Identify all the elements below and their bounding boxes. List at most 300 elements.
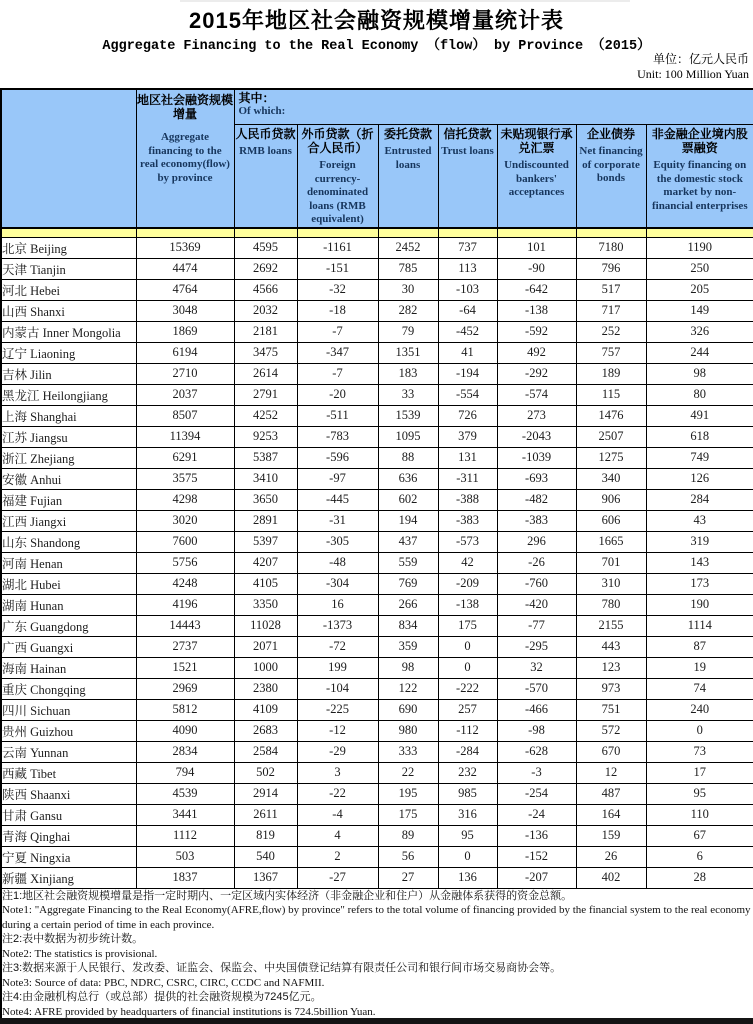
value-cell: 74 <box>646 678 753 699</box>
column-header-foreign-currency-loans <box>297 125 378 228</box>
value-cell: 785 <box>378 258 438 279</box>
value-cell: -18 <box>297 300 378 321</box>
value-cell: -1039 <box>497 447 576 468</box>
value-cell: 244 <box>646 342 753 363</box>
value-cell: 4207 <box>234 552 297 573</box>
province-cell: 安徽 Anhui <box>1 468 136 489</box>
value-cell: 183 <box>378 363 438 384</box>
value-cell: 1837 <box>136 867 234 888</box>
province-cell: 青海 Qinghai <box>1 825 136 846</box>
value-cell: 3020 <box>136 510 234 531</box>
value-cell: 159 <box>576 825 646 846</box>
value-cell: 3 <box>297 762 378 783</box>
table-row <box>1 867 753 888</box>
column-header-aggregate-en: Aggregate financing to the real economy(flow) by province <box>140 131 230 184</box>
value-cell: 7180 <box>576 237 646 258</box>
value-cell: -209 <box>438 573 497 594</box>
table-row <box>1 720 753 741</box>
value-cell: 491 <box>646 405 753 426</box>
value-cell: 56 <box>378 846 438 867</box>
province-cell: 北京 Beijing <box>1 237 136 258</box>
header-row-top <box>1 89 753 125</box>
value-cell: 326 <box>646 321 753 342</box>
province-cell: 湖南 Hunan <box>1 594 136 615</box>
value-cell: 780 <box>576 594 646 615</box>
province-cell: 山东 Shandong <box>1 531 136 552</box>
province-cell: 贵州 Guizhou <box>1 720 136 741</box>
value-cell: -596 <box>297 447 378 468</box>
unit-block <box>637 52 749 82</box>
value-cell: 4298 <box>136 489 234 510</box>
value-cell: 1367 <box>234 867 297 888</box>
value-cell: 266 <box>378 594 438 615</box>
table-row <box>1 405 753 426</box>
page-title: 2015年地区社会融资规模增量统计表 <box>189 8 564 33</box>
value-cell: 3410 <box>234 468 297 489</box>
value-cell: 0 <box>438 657 497 678</box>
table-row <box>1 384 753 405</box>
screen-edge-artifact <box>180 0 630 2</box>
value-cell: 3048 <box>136 300 234 321</box>
corporate-bonds-en: Net financing of corporate bonds <box>579 145 643 184</box>
value-cell: 4090 <box>136 720 234 741</box>
table-row <box>1 552 753 573</box>
table-row <box>1 237 753 258</box>
value-cell: 113 <box>438 258 497 279</box>
value-cell: 199 <box>297 657 378 678</box>
value-cell: 27 <box>378 867 438 888</box>
foreign-currency-loans-en: Foreign currency-denominated loans (RMB equivalent) <box>306 159 369 225</box>
table-row <box>1 363 753 384</box>
note-line: Note2: The statistics is provisional. <box>2 947 158 960</box>
table-row <box>1 573 753 594</box>
value-cell: 1190 <box>646 237 753 258</box>
value-cell: 985 <box>438 783 497 804</box>
value-cell: 252 <box>576 321 646 342</box>
value-cell: 379 <box>438 426 497 447</box>
value-cell: 5387 <box>234 447 297 468</box>
note-line: 注2:表中数据为初步统计数。 <box>2 933 144 945</box>
value-cell: -138 <box>497 300 576 321</box>
value-cell: 5756 <box>136 552 234 573</box>
value-cell: 737 <box>438 237 497 258</box>
value-cell: 503 <box>136 846 234 867</box>
province-cell: 山西 Shanxi <box>1 300 136 321</box>
value-cell: 79 <box>378 321 438 342</box>
value-cell: 4248 <box>136 573 234 594</box>
value-cell: 1476 <box>576 405 646 426</box>
table-row <box>1 258 753 279</box>
value-cell: 572 <box>576 720 646 741</box>
value-cell: -32 <box>297 279 378 300</box>
value-cell: 273 <box>497 405 576 426</box>
value-cell: 4196 <box>136 594 234 615</box>
value-cell: 487 <box>576 783 646 804</box>
value-cell: 319 <box>646 531 753 552</box>
table-row <box>1 699 753 720</box>
value-cell: 282 <box>378 300 438 321</box>
value-cell: -7 <box>297 321 378 342</box>
value-cell: 906 <box>576 489 646 510</box>
value-cell: 4474 <box>136 258 234 279</box>
value-cell: -570 <box>497 678 576 699</box>
value-cell: 205 <box>646 279 753 300</box>
value-cell: 602 <box>378 489 438 510</box>
value-cell: -151 <box>297 258 378 279</box>
column-header-corporate-bonds <box>576 125 646 228</box>
value-cell: 11028 <box>234 615 297 636</box>
value-cell: -420 <box>497 594 576 615</box>
value-cell: 42 <box>438 552 497 573</box>
value-cell: 819 <box>234 825 297 846</box>
value-cell: -628 <box>497 741 576 762</box>
province-cell: 江苏 Jiangsu <box>1 426 136 447</box>
rmb-loans-en: RMB loans <box>239 145 292 157</box>
value-cell: 4764 <box>136 279 234 300</box>
value-cell: -311 <box>438 468 497 489</box>
value-cell: 1114 <box>646 615 753 636</box>
value-cell: -347 <box>297 342 378 363</box>
value-cell: 0 <box>438 636 497 657</box>
province-cell: 甘肃 Gansu <box>1 804 136 825</box>
value-cell: 3650 <box>234 489 297 510</box>
column-header-undiscounted-acceptances <box>497 125 576 228</box>
value-cell: -26 <box>497 552 576 573</box>
value-cell: -452 <box>438 321 497 342</box>
province-cell: 吉林 Jilin <box>1 363 136 384</box>
value-cell: 101 <box>497 237 576 258</box>
value-cell: 310 <box>576 573 646 594</box>
province-cell: 西藏 Tibet <box>1 762 136 783</box>
value-cell: 717 <box>576 300 646 321</box>
value-cell: -225 <box>297 699 378 720</box>
undiscounted-acceptances-cn: 未贴现银行承兑汇票 <box>500 127 573 155</box>
value-cell: -1161 <box>297 237 378 258</box>
value-cell: -64 <box>438 300 497 321</box>
value-cell: 834 <box>378 615 438 636</box>
value-cell: 95 <box>438 825 497 846</box>
value-cell: 2710 <box>136 363 234 384</box>
value-cell: -48 <box>297 552 378 573</box>
value-cell: 2037 <box>136 384 234 405</box>
value-cell: 1000 <box>234 657 297 678</box>
province-cell: 陕西 Shaanxi <box>1 783 136 804</box>
value-cell: 4566 <box>234 279 297 300</box>
table-row <box>1 426 753 447</box>
value-cell: 131 <box>438 447 497 468</box>
value-cell: 32 <box>497 657 576 678</box>
value-cell: 143 <box>646 552 753 573</box>
value-cell: 2891 <box>234 510 297 531</box>
value-cell: -27 <box>297 867 378 888</box>
column-header-aggregate <box>136 89 234 228</box>
value-cell: -90 <box>497 258 576 279</box>
title-block <box>0 0 753 57</box>
value-cell: 1665 <box>576 531 646 552</box>
province-cell: 浙江 Zhejiang <box>1 447 136 468</box>
value-cell: 173 <box>646 573 753 594</box>
value-cell: 5812 <box>136 699 234 720</box>
value-cell: 517 <box>576 279 646 300</box>
value-cell: 690 <box>378 699 438 720</box>
province-cell: 福建 Fujian <box>1 489 136 510</box>
value-cell: 316 <box>438 804 497 825</box>
value-cell: 340 <box>576 468 646 489</box>
note-line: Note4: AFRE provided by headquarters of financial institutions is 724.5billion Yuan. <box>2 1005 376 1018</box>
value-cell: 3350 <box>234 594 297 615</box>
value-cell: 240 <box>646 699 753 720</box>
value-cell: 636 <box>378 468 438 489</box>
table-row <box>1 678 753 699</box>
table-row <box>1 594 753 615</box>
value-cell: 749 <box>646 447 753 468</box>
value-cell: 606 <box>576 510 646 531</box>
rmb-loans-cn: 人民币贷款 <box>235 127 296 141</box>
value-cell: 190 <box>646 594 753 615</box>
value-cell: 80 <box>646 384 753 405</box>
value-cell: -511 <box>297 405 378 426</box>
value-cell: 6 <box>646 846 753 867</box>
table-row <box>1 489 753 510</box>
value-cell: -254 <box>497 783 576 804</box>
value-cell: -138 <box>438 594 497 615</box>
of-which-band <box>234 89 753 125</box>
value-cell: -3 <box>497 762 576 783</box>
value-cell: 189 <box>576 363 646 384</box>
note-line: Note3: Source of data: PBC, NDRC, CSRC, CIRC, CCDC and NAFMII. <box>2 976 325 989</box>
note-line: 注4:由金融机构总行（或总部）提供的社会融资规模为7245亿元。 <box>2 991 322 1003</box>
value-cell: 41 <box>438 342 497 363</box>
value-cell: 2032 <box>234 300 297 321</box>
value-cell: 2969 <box>136 678 234 699</box>
province-cell: 内蒙古 Inner Mongolia <box>1 321 136 342</box>
value-cell: 95 <box>646 783 753 804</box>
value-cell: 502 <box>234 762 297 783</box>
value-cell: 751 <box>576 699 646 720</box>
value-cell: 2452 <box>378 237 438 258</box>
value-cell: -295 <box>497 636 576 657</box>
value-cell: -104 <box>297 678 378 699</box>
value-cell: 2914 <box>234 783 297 804</box>
province-cell: 黑龙江 Heilongjiang <box>1 384 136 405</box>
value-cell: 149 <box>646 300 753 321</box>
equity-financing-cn: 非金融企业境内股票融资 <box>651 127 748 155</box>
table-body <box>1 228 753 1021</box>
column-header-aggregate-cn: 地区社会融资规模增量 <box>136 93 233 121</box>
value-cell: 3575 <box>136 468 234 489</box>
value-cell: 232 <box>438 762 497 783</box>
value-cell: -77 <box>497 615 576 636</box>
table-row <box>1 510 753 531</box>
value-cell: 1112 <box>136 825 234 846</box>
value-cell: -642 <box>497 279 576 300</box>
value-cell: 2584 <box>234 741 297 762</box>
yellow-spacer-row <box>1 228 753 238</box>
value-cell: -194 <box>438 363 497 384</box>
table-row <box>1 825 753 846</box>
value-cell: 8507 <box>136 405 234 426</box>
value-cell: 4109 <box>234 699 297 720</box>
value-cell: -292 <box>497 363 576 384</box>
province-cell: 江西 Jiangxi <box>1 510 136 531</box>
value-cell: 492 <box>497 342 576 363</box>
value-cell: 15369 <box>136 237 234 258</box>
value-cell: 726 <box>438 405 497 426</box>
column-header-trust-loans <box>438 125 497 228</box>
value-cell: -760 <box>497 573 576 594</box>
column-header-equity-financing <box>646 125 753 228</box>
bottom-screen-bar <box>0 1018 753 1024</box>
value-cell: 284 <box>646 489 753 510</box>
undiscounted-acceptances-en: Undiscounted bankers' acceptances <box>504 159 569 198</box>
value-cell: -20 <box>297 384 378 405</box>
value-cell: 7600 <box>136 531 234 552</box>
value-cell: 0 <box>438 846 497 867</box>
note-line: Note1: "Aggregate Financing to the Real Economy(AFRE,flow) by province" refers to the total volume of financing provided by the financial system to the real economy during a certain period of time in each province. <box>2 904 751 931</box>
entrusted-loans-en: Entrusted loans <box>384 145 432 171</box>
value-cell: -29 <box>297 741 378 762</box>
value-cell: 1351 <box>378 342 438 363</box>
value-cell: -383 <box>497 510 576 531</box>
unit-label-cn: 单位：亿元人民币 <box>652 52 749 66</box>
value-cell: -383 <box>438 510 497 531</box>
value-cell: 87 <box>646 636 753 657</box>
value-cell: 4252 <box>234 405 297 426</box>
value-cell: -97 <box>297 468 378 489</box>
value-cell: 33 <box>378 384 438 405</box>
value-cell: 122 <box>378 678 438 699</box>
value-cell: 1095 <box>378 426 438 447</box>
notes-block <box>1 888 753 1020</box>
value-cell: -2043 <box>497 426 576 447</box>
value-cell: 14443 <box>136 615 234 636</box>
value-cell: 2614 <box>234 363 297 384</box>
value-cell: -284 <box>438 741 497 762</box>
value-cell: 1275 <box>576 447 646 468</box>
value-cell: 443 <box>576 636 646 657</box>
value-cell: 175 <box>438 615 497 636</box>
table-row <box>1 783 753 804</box>
value-cell: 123 <box>576 657 646 678</box>
table-row <box>1 279 753 300</box>
unit-label-en: Unit: 100 Million Yuan <box>637 67 749 81</box>
value-cell: 4 <box>297 825 378 846</box>
value-cell: 670 <box>576 741 646 762</box>
value-cell: 0 <box>646 720 753 741</box>
value-cell: -466 <box>497 699 576 720</box>
province-cell: 广西 Guangxi <box>1 636 136 657</box>
value-cell: -482 <box>497 489 576 510</box>
value-cell: 19 <box>646 657 753 678</box>
value-cell: 4595 <box>234 237 297 258</box>
value-cell: 296 <box>497 531 576 552</box>
value-cell: 257 <box>438 699 497 720</box>
value-cell: 3441 <box>136 804 234 825</box>
value-cell: -12 <box>297 720 378 741</box>
table-row <box>1 342 753 363</box>
corporate-bonds-cn: 企业债券 <box>586 127 635 141</box>
value-cell: -31 <box>297 510 378 531</box>
value-cell: 115 <box>576 384 646 405</box>
value-cell: 769 <box>378 573 438 594</box>
value-cell: -4 <box>297 804 378 825</box>
province-cell: 天津 Tianjin <box>1 258 136 279</box>
value-cell: -7 <box>297 363 378 384</box>
value-cell: -388 <box>438 489 497 510</box>
value-cell: 89 <box>378 825 438 846</box>
table-row <box>1 741 753 762</box>
value-cell: 250 <box>646 258 753 279</box>
value-cell: -1373 <box>297 615 378 636</box>
value-cell: 110 <box>646 804 753 825</box>
value-cell: 6194 <box>136 342 234 363</box>
value-cell: 43 <box>646 510 753 531</box>
trust-loans-en: Trust loans <box>441 145 494 157</box>
value-cell: 2791 <box>234 384 297 405</box>
value-cell: 973 <box>576 678 646 699</box>
value-cell: 437 <box>378 531 438 552</box>
value-cell: 980 <box>378 720 438 741</box>
value-cell: 618 <box>646 426 753 447</box>
value-cell: 1521 <box>136 657 234 678</box>
table-row <box>1 468 753 489</box>
value-cell: 701 <box>576 552 646 573</box>
value-cell: -304 <box>297 573 378 594</box>
value-cell: 11394 <box>136 426 234 447</box>
page-subtitle: Aggregate Financing to the Real Economy （flow） by Province （2015） <box>102 39 651 54</box>
value-cell: -207 <box>497 867 576 888</box>
value-cell: 175 <box>378 804 438 825</box>
value-cell: 16 <box>297 594 378 615</box>
column-header-rmb-loans <box>234 125 297 228</box>
value-cell: -445 <box>297 489 378 510</box>
value-cell: 2683 <box>234 720 297 741</box>
column-header-entrusted-loans <box>378 125 438 228</box>
value-cell: 164 <box>576 804 646 825</box>
value-cell: 17 <box>646 762 753 783</box>
value-cell: 67 <box>646 825 753 846</box>
value-cell: 359 <box>378 636 438 657</box>
value-cell: -72 <box>297 636 378 657</box>
value-cell: 333 <box>378 741 438 762</box>
value-cell: 2 <box>297 846 378 867</box>
value-cell: 98 <box>378 657 438 678</box>
value-cell: 757 <box>576 342 646 363</box>
value-cell: 796 <box>576 258 646 279</box>
foreign-currency-loans-cn: 外币贷款（折合人民币） <box>301 127 374 155</box>
table-row <box>1 300 753 321</box>
province-cell: 湖北 Hubei <box>1 573 136 594</box>
value-cell: -112 <box>438 720 497 741</box>
value-cell: 540 <box>234 846 297 867</box>
afre-statistics-table <box>0 88 753 1021</box>
value-cell: -22 <box>297 783 378 804</box>
value-cell: 2692 <box>234 258 297 279</box>
value-cell: 30 <box>378 279 438 300</box>
value-cell: -222 <box>438 678 497 699</box>
province-cell: 宁夏 Ningxia <box>1 846 136 867</box>
of-which-label-cn: 其中： <box>238 91 275 105</box>
value-cell: -554 <box>438 384 497 405</box>
value-cell: 5397 <box>234 531 297 552</box>
value-cell: 28 <box>646 867 753 888</box>
province-cell: 上海 Shanghai <box>1 405 136 426</box>
value-cell: -152 <box>497 846 576 867</box>
value-cell: -305 <box>297 531 378 552</box>
note-line: 注1:地区社会融资规模增量是指一定时期内、一定区域内实体经济（非金融企业和住户）从金融体系获得的资金总额。 <box>2 889 573 902</box>
value-cell: 2181 <box>234 321 297 342</box>
corner-cell <box>1 89 136 228</box>
